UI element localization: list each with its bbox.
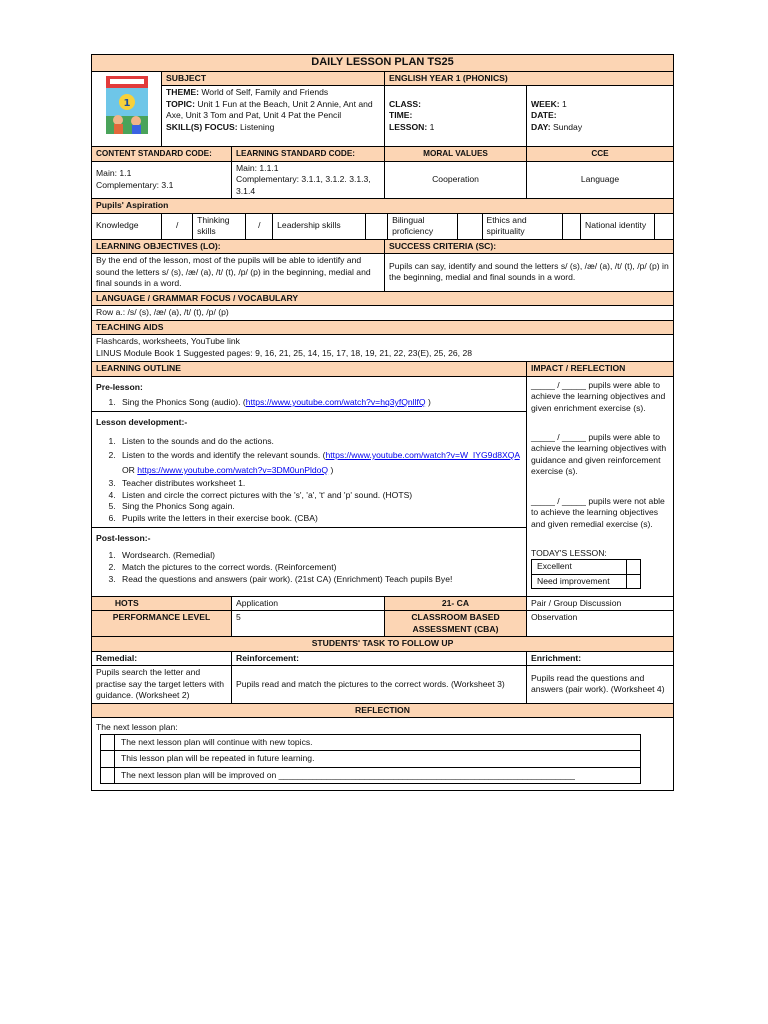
aspiration-ethics: Ethics and spirituality	[482, 214, 562, 239]
hots-value: Application	[232, 596, 385, 611]
reinforcement-text: Pupils read and match the pictures to the correct words. (Worksheet 3)	[232, 666, 527, 704]
aspiration-national-mark	[654, 214, 673, 239]
lesson-label: LESSON:	[389, 121, 428, 132]
pre-lesson-link[interactable]: https://www.youtube.com/watch?v=hq3yfQnllfQ	[245, 397, 426, 407]
reflection-options	[100, 734, 641, 785]
language-focus-header: LANGUAGE / GRAMMAR FOCUS / VOCABULARY	[92, 291, 674, 306]
moral-value: Cooperation	[385, 161, 527, 199]
reflection-intro: The next lesson plan:	[96, 722, 178, 732]
lesson-development-section	[92, 412, 526, 528]
reflection-option-3: The next lesson plan will be improved on ______________________________________________________________	[115, 767, 641, 784]
pre-lesson-section	[92, 377, 526, 412]
reflection-header: REFLECTION	[92, 703, 674, 718]
remedial-label: Remedial:	[92, 651, 232, 666]
page-title: DAILY LESSON PLAN TS25	[92, 55, 674, 72]
aspiration-bilingual-mark	[457, 214, 482, 239]
reflection-box-1[interactable]	[101, 734, 115, 751]
learning-standard-comp: Complementary: 3.1.1, 3.1.2. 3.1.3, 3.1.4	[236, 174, 371, 196]
learning-outline-header: LEARNING OUTLINE	[92, 362, 527, 377]
pre-lesson-end: )	[425, 397, 431, 407]
lesson-development-list	[96, 436, 522, 525]
aspiration-table	[92, 214, 673, 239]
hots-spacer	[162, 596, 232, 611]
class-time-cell	[385, 86, 527, 147]
theme-topic-cell	[162, 86, 385, 147]
impact-header: IMPACT / REFLECTION	[527, 362, 674, 377]
week-value: 1	[562, 98, 567, 109]
aspiration-leadership: Leadership skills	[273, 214, 365, 239]
pre-lesson-text: Sing the Phonics Song (audio). (	[122, 397, 246, 407]
subject-label: SUBJECT	[162, 71, 385, 86]
post-lesson-list	[96, 550, 522, 585]
lesson-value: 1	[429, 121, 435, 132]
impact-row-2: _____ / _____ pupils were able to achieve the learning objectives with guidance and given reinforcement exercise (s).	[531, 431, 667, 476]
post-lesson-label: Post-lesson:-	[96, 532, 151, 543]
performance-level-value: 5	[232, 611, 385, 637]
dev-item-2	[118, 448, 522, 478]
content-standard-main: Main: 1.1	[96, 168, 132, 179]
pre-lesson-item	[118, 397, 522, 409]
cce-header: CCE	[527, 147, 674, 162]
performance-level-label: PERFORMANCE LEVEL	[92, 611, 232, 637]
impact-row-1: _____ / _____ pupils were able to achieve the learning objectives and given enrichment exercise (s).	[531, 379, 666, 413]
topic-value: Unit 1 Fun at the Beach, Unit 2 Annie, Ant and Axe, Unit 3 Tom and Pat, Unit 4 Pat the Pencil	[166, 98, 373, 120]
todays-lesson-label: TODAY'S LESSON:	[531, 547, 607, 558]
pre-lesson-list	[96, 397, 522, 409]
aspiration-thinking: Thinking skills	[193, 214, 246, 239]
moral-values-header: MORAL VALUES	[385, 147, 527, 162]
textbook-cover-icon	[106, 76, 148, 134]
dev-item-2-or: OR	[122, 464, 138, 475]
skill-value: Listening	[240, 121, 275, 132]
content-standard-comp: Complementary: 3.1	[96, 179, 174, 190]
pre-lesson-label: Pre-lesson:	[96, 381, 143, 392]
ca-label: 21- CA	[385, 596, 527, 611]
reflection-box-2[interactable]	[101, 751, 115, 768]
lesson-plan-document	[91, 54, 673, 791]
learning-objectives-text: By the end of the lesson, most of the pupils will be able to identify and sound the letters s/ (s), /æ/ (a), /t/ (t), /p/ (p) in the beginning, medial and final sounds in a word.	[92, 254, 385, 292]
language-focus-text: Row a.: /s/ (s), /æ/ (a), /t/ (t), /p/ (p)	[92, 306, 674, 321]
aspiration-row	[92, 213, 674, 239]
dev-item-2-text: Listen to the words and identify the relevant sounds. (	[122, 449, 326, 460]
todays-lesson-grade	[531, 559, 641, 589]
aspiration-bilingual: Bilingual proficiency	[388, 214, 458, 239]
teaching-aids-cell	[92, 335, 674, 362]
teaching-aids-header: TEACHING AIDS	[92, 320, 674, 335]
hots-label: HOTS	[92, 596, 162, 611]
reflection-option-2: This lesson plan will be repeated in future learning.	[115, 751, 641, 768]
learning-standard-cell	[232, 161, 385, 199]
grade-need-box[interactable]	[626, 574, 640, 589]
theme-label: THEME:	[166, 87, 199, 97]
ca-value: Pair / Group Discussion	[527, 596, 674, 611]
dev-item-5: 5. Sing the Phonics Song again.	[118, 501, 522, 513]
followup-header: STUDENTS' TASK TO FOLLOW UP	[92, 637, 674, 652]
post-item-2: 2. Match the pictures to the correct words. (Reinforcement)	[118, 562, 522, 574]
learning-standard-main: Main: 1.1.1	[236, 162, 279, 173]
post-lesson-section	[92, 528, 526, 596]
skill-label: SKILL(S) FOCUS:	[166, 121, 238, 132]
impact-row-3: _____ / _____ pupils were not able to achieve the learning objectives and given remedial exercise (s).	[531, 495, 665, 529]
grade-need-improvement: Need improvement	[532, 574, 627, 589]
enrichment-label: Enrichment:	[527, 651, 674, 666]
impact-cell	[527, 376, 674, 596]
reflection-box-3[interactable]	[101, 767, 115, 784]
aspiration-knowledge: Knowledge	[92, 214, 162, 239]
post-item-1: 1. Wordsearch. (Remedial)	[118, 550, 522, 562]
learning-objectives-header: LEARNING OBJECTIVES (LO):	[92, 239, 385, 254]
aspiration-header: Pupils' Aspiration	[92, 199, 674, 214]
dev-item-1: 1. Listen to the sounds and do the actions.	[118, 436, 522, 448]
week-date-cell	[527, 86, 674, 147]
class-label: CLASS:	[389, 98, 421, 109]
dev-item-3: 3. Teacher distributes worksheet 1.	[118, 478, 522, 490]
grade-excellent: Excellent	[532, 560, 627, 575]
week-label: WEEK:	[531, 98, 560, 109]
textbook-cover-image	[106, 76, 148, 134]
aspiration-national: National identity	[581, 214, 655, 239]
content-standard-header: CONTENT STANDARD CODE:	[92, 147, 232, 162]
reflection-option-1: The next lesson plan will continue with new topics.	[115, 734, 641, 751]
lesson-plan-table	[91, 54, 674, 791]
theme-value: World of Self, Family and Friends	[201, 87, 329, 97]
aspiration-ethics-mark	[562, 214, 580, 239]
dev-item-4: 4. Listen and circle the correct pictures with the 's', 'a', 't' and 'p' sound. (HOTS)	[118, 490, 522, 502]
learning-outline-cell	[92, 376, 527, 596]
reinforcement-label: Reinforcement:	[232, 651, 527, 666]
content-standard-cell	[92, 161, 232, 199]
day-value: Sunday	[552, 121, 583, 132]
success-criteria-text: Pupils can say, identify and sound the letters s/ (s), /æ/ (a), /t/ (t), /p/ (p) in the beginning, medial and final sounds in a word.	[385, 254, 674, 292]
teaching-aids-line1: Flashcards, worksheets, YouTube link	[96, 336, 240, 346]
post-item-3: 3. Read the questions and answers (pair work). (21st CA) (Enrichment) Teach pupils Bye!	[118, 574, 522, 586]
cba-label: CLASSROOM BASED ASSESSMENT (CBA)	[385, 611, 527, 637]
reflection-cell	[92, 718, 674, 791]
teaching-aids-line2: LINUS Module Book 1 Suggested pages: 9, 16, 21, 25, 14, 15, 17, 18, 19, 21, 22, 23(E), 25, 26, 28	[96, 347, 472, 358]
aspiration-leadership-mark	[365, 214, 388, 239]
dev-item-2-end: )	[328, 464, 334, 475]
aspiration-thinking-mark: /	[246, 214, 273, 239]
cba-value: Observation	[527, 611, 674, 637]
svg-text:1: 1	[123, 97, 130, 109]
aspiration-knowledge-mark: /	[162, 214, 193, 239]
dev-link-1[interactable]: https://www.youtube.com/watch?v=W_IYG9d8XQA	[325, 449, 520, 460]
subject-value: ENGLISH YEAR 1 (PHONICS)	[385, 71, 674, 86]
dev-item-6: 6. Pupils write the letters in their exercise book. (CBA)	[118, 513, 522, 525]
lesson-development-label: Lesson development:-	[96, 416, 188, 427]
cce-value: Language	[527, 161, 674, 199]
remedial-text: Pupils search the letter and practise say the target letters with guidance. (Worksheet 2)	[92, 666, 232, 704]
day-label: DAY:	[531, 121, 551, 132]
topic-label: TOPIC:	[166, 98, 195, 109]
success-criteria-header: SUCCESS CRITERIA (SC):	[385, 239, 674, 254]
learning-standard-header: LEARNING STANDARD CODE:	[232, 147, 385, 162]
dev-link-2[interactable]: https://www.youtube.com/watch?v=3DM0unPldoQ	[137, 464, 329, 475]
enrichment-text: Pupils read the questions and answers (pair work). (Worksheet 4)	[527, 666, 674, 704]
grade-excellent-box[interactable]	[626, 560, 640, 575]
date-label: DATE:	[531, 110, 557, 121]
textbook-cover-cell	[92, 71, 162, 147]
time-label: TIME:	[389, 110, 413, 121]
